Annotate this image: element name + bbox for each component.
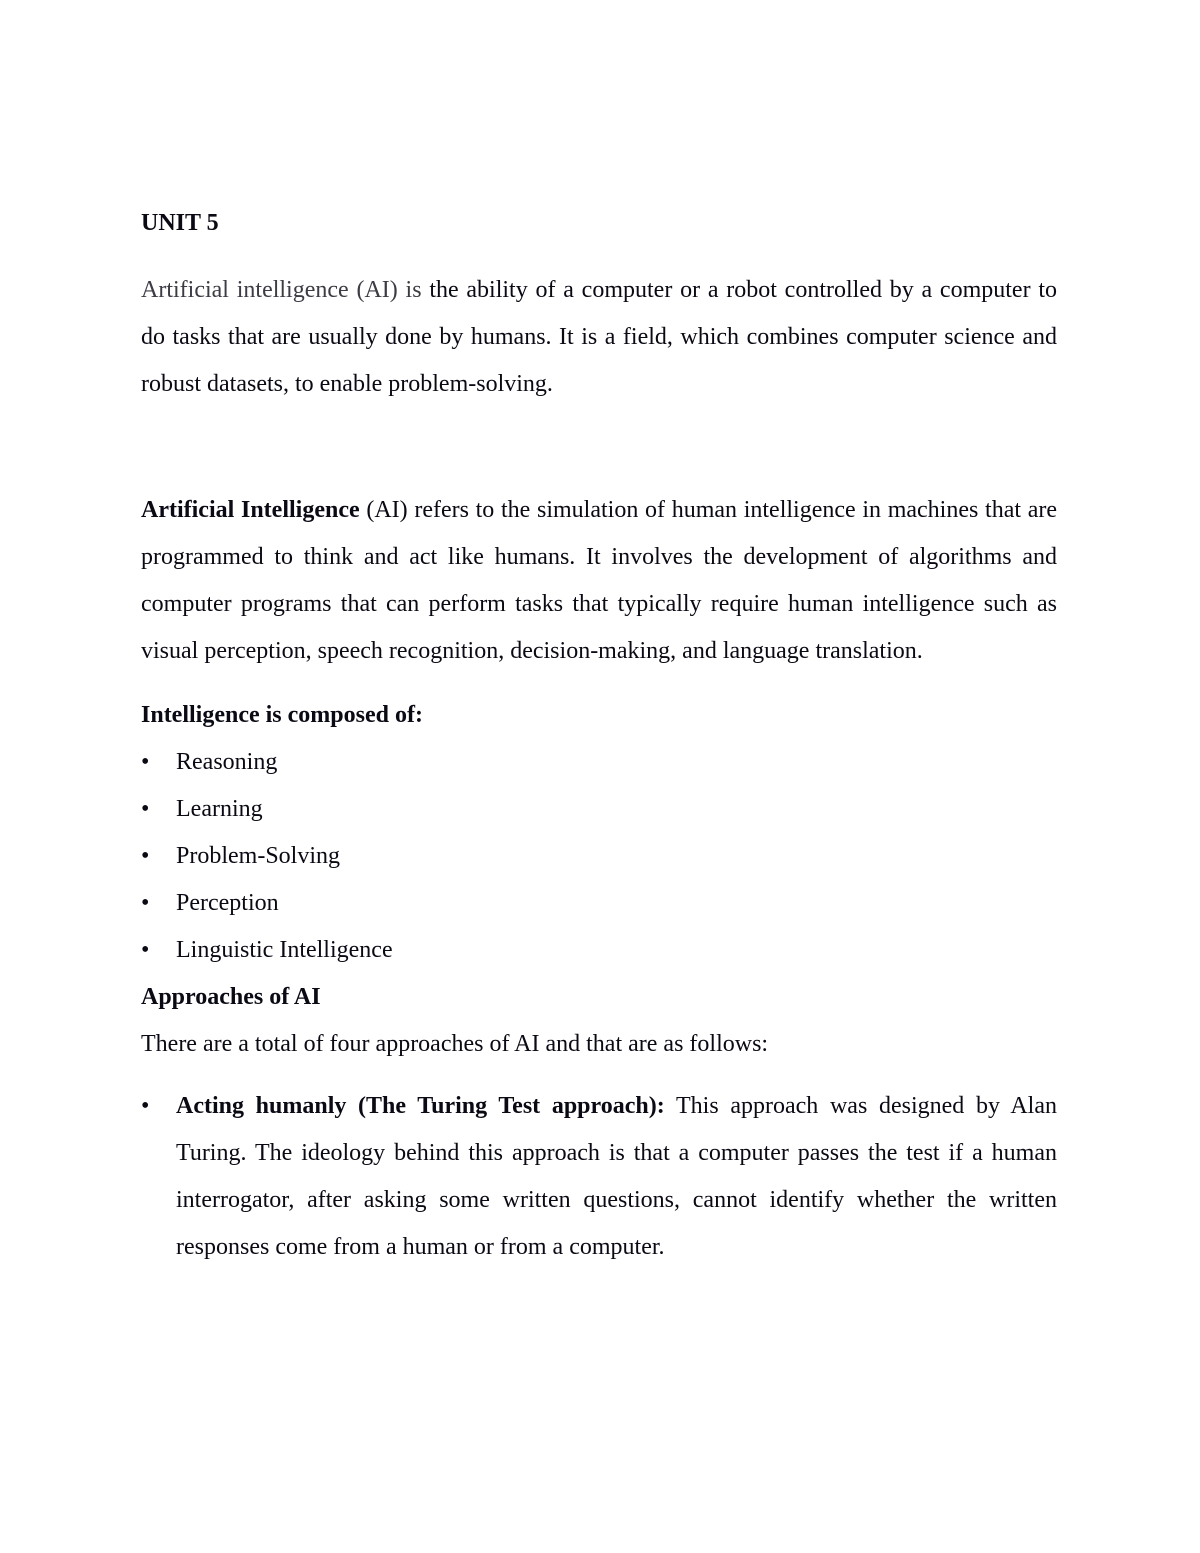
approach-item-title: Acting humanly (The Turing Test approach): [176,1093,665,1119]
bullet-icon: • [141,796,150,822]
ai-term-bold: Artificial Intelligence [141,497,360,523]
approaches-list [141,1083,1057,1271]
bullet-icon: • [141,1093,150,1119]
bullet-icon: • [141,937,150,963]
bullet-icon: • [141,843,150,869]
approaches-heading: Approaches of AI [141,984,321,1010]
ai-definition-lead: Artificial intelligence (AI) is [141,277,422,303]
list-item-label: Linguistic Intelligence [176,937,393,963]
bullet-icon: • [141,749,150,775]
unit-title: UNIT 5 [141,210,219,236]
ai-simulation-text: (AI) refers to the simulation of human intelligence in machines that are programmed to think and act like humans. It involves the development of algorithms and computer programs that can perform tasks that typically require human intelligence such as visual perception, speech recognition, decision-making, and language translation. [141,497,1058,664]
ai-simulation-paragraph [141,487,1057,675]
list-item [141,786,1057,833]
list-item-label: Reasoning [176,749,278,775]
intelligence-list [141,739,1057,974]
bullet-icon: • [141,890,150,916]
list-item [141,833,1057,880]
list-item [141,880,1057,927]
approach-item-text: This approach was designed by Alan Turing. The ideology behind this approach is that a computer passes the test if a human interrogator, after asking some written questions, cannot identify whether the written responses come from a human or from a computer. [176,1093,1057,1260]
list-item-label: Learning [176,796,263,822]
list-item [141,739,1057,786]
ai-definition-paragraph [141,267,1057,408]
list-item-label: Perception [176,890,279,916]
list-item-label: Problem-Solving [176,843,341,869]
intelligence-heading: Intelligence is composed of: [141,702,423,728]
list-item [141,927,1057,974]
approach-item [141,1083,1057,1271]
document-page [141,206,1057,1271]
ai-definition-text: the ability of a computer or a robot controlled by a computer to do tasks that are usually done by humans. It is a field, which combines computer science and robust datasets, to enable problem-solving. [141,277,1058,397]
approaches-intro: There are a total of four approaches of AI and that are as follows: [141,1031,769,1057]
